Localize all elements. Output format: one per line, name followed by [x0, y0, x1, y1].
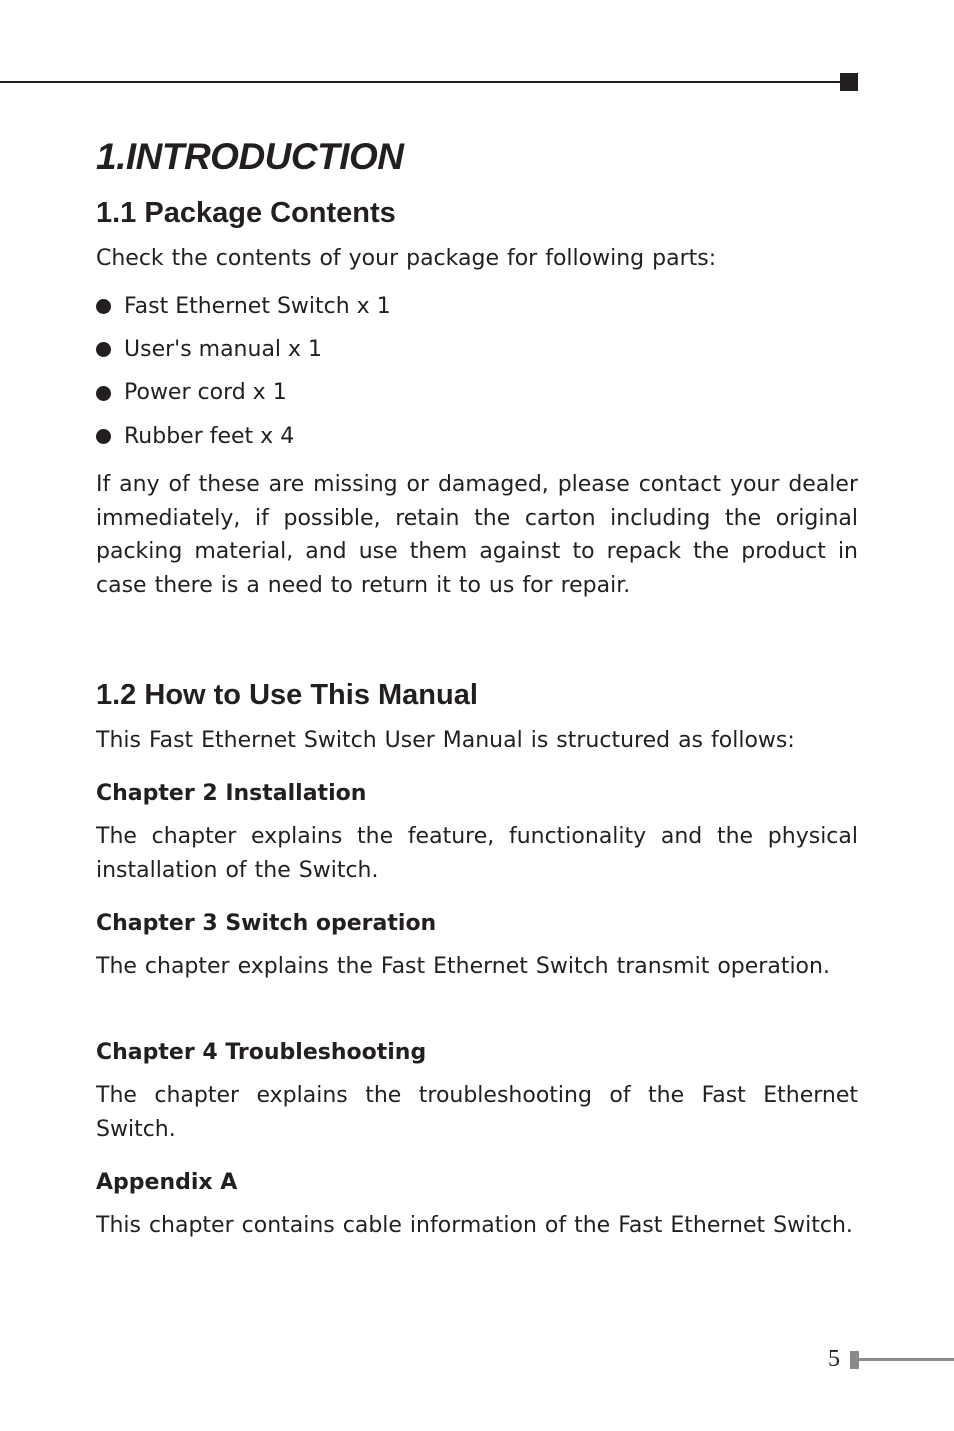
entry-text-appendix-a: This chapter contains cable information of the Fast Ethernet Switch.: [96, 1213, 853, 1238]
how-to-use-intro: This Fast Ethernet Switch User Manual is structured as follows:: [96, 728, 795, 753]
section-title-how-to-use: 1.2 How to Use This Manual: [96, 679, 478, 711]
footer-square-marker: [850, 1351, 859, 1369]
entry-heading-appendix-a: Appendix A: [96, 1170, 238, 1195]
list-item: [96, 328, 391, 371]
footer-rule: [859, 1358, 954, 1361]
header-rule: [0, 81, 848, 83]
list-item-label: User's manual x 1: [124, 336, 323, 362]
entry-heading-chapter-4: Chapter 4 Troubleshooting: [96, 1040, 427, 1065]
bullet-icon: [96, 386, 111, 401]
entry-heading-chapter-2: Chapter 2 Installation: [96, 781, 367, 806]
list-item-label: Fast Ethernet Switch x 1: [124, 293, 391, 319]
header-square-marker: [840, 73, 858, 91]
list-item-label: Power cord x 1: [124, 380, 287, 406]
entry-text-chapter-4: The chapter explains the troubleshooting of the Fast Ethernet Switch.: [96, 1083, 858, 1142]
entry-heading-chapter-3: Chapter 3 Switch operation: [96, 911, 437, 936]
bullet-icon: [96, 429, 111, 444]
package-contents-intro: Check the contents of your package for following parts:: [96, 246, 717, 271]
list-item: [96, 415, 391, 458]
entry-text-chapter-3: The chapter explains the Fast Ethernet Switch transmit operation.: [96, 954, 830, 979]
package-contents-list: [96, 285, 391, 458]
section-title-package-contents: 1.1 Package Contents: [96, 197, 396, 229]
list-item-label: Rubber feet x 4: [124, 423, 295, 449]
missing-parts-note: If any of these are missing or damaged, please contact your dealer immediately, if possible, retain the carton including the original packing material, and use them against to repack the product in case there is a need to return it to us for repair.: [96, 472, 858, 598]
bullet-icon: [96, 342, 111, 357]
chapter-title: 1.INTRODUCTION: [96, 136, 404, 177]
bullet-icon: [96, 299, 111, 314]
page-number: 5: [828, 1346, 840, 1372]
list-item: [96, 372, 391, 415]
entry-text-chapter-2: The chapter explains the feature, functionality and the physical installation of the Switch.: [96, 824, 858, 883]
list-item: [96, 285, 391, 328]
